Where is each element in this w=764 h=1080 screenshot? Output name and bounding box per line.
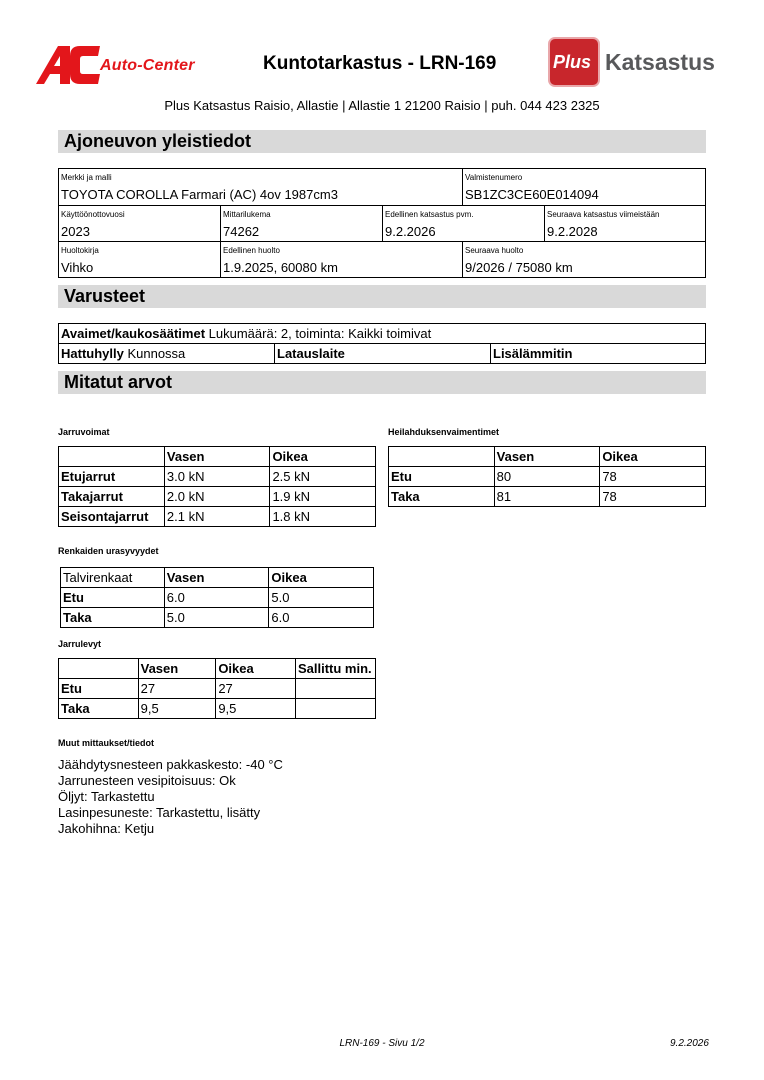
left-value: 80 (494, 467, 600, 487)
first-use-value: 2023 (61, 224, 90, 239)
right-value: 78 (600, 467, 706, 487)
hat-shelf-cell (59, 344, 275, 363)
tires-title: Renkaiden urasyvyydet (58, 546, 159, 556)
table-row (59, 487, 376, 507)
section-equipment-bar (58, 285, 706, 308)
table-row (59, 467, 376, 487)
min-value (295, 679, 375, 699)
row-label: Etu (59, 679, 139, 699)
right-value: 1.9 kN (270, 487, 376, 507)
keys-label: Avaimet/kaukosäätimet (61, 326, 206, 341)
service-book-cell (59, 242, 221, 277)
prev-service-cell (221, 242, 463, 277)
corner-cell (59, 659, 139, 679)
column-header: Vasen (164, 568, 269, 588)
table-row (389, 467, 706, 487)
column-header: Oikea (600, 447, 706, 467)
make-model-label: Merkki ja malli (61, 173, 112, 182)
next-inspection-label: Seuraava katsastus viimeistään (547, 210, 660, 219)
left-value: 27 (138, 679, 216, 699)
corner-cell (389, 447, 495, 467)
plus-badge-text: Plus (553, 52, 592, 72)
vin-cell (463, 169, 705, 206)
right-value: 5.0 (269, 588, 374, 608)
left-value: 9,5 (138, 699, 216, 719)
column-header: Oikea (270, 447, 376, 467)
brakes-title: Jarruvoimat (58, 427, 110, 437)
right-value: 27 (216, 679, 296, 699)
make-model-value: TOYOTA COROLLA Farmari (AC) 4ov 1987cm3 (61, 187, 338, 202)
table-row (59, 507, 376, 527)
next-service-value: 9/2026 / 75080 km (465, 260, 573, 275)
tires-table (60, 567, 374, 628)
odometer-value: 74262 (223, 224, 260, 239)
misc-line: Jarrunesteen vesipitoisuus: Ok (58, 773, 236, 788)
table-header-row (61, 568, 374, 588)
first-use-cell (59, 206, 221, 242)
corner-cell (59, 447, 165, 467)
column-header: Vasen (138, 659, 216, 679)
table-header-row (389, 447, 706, 467)
row-label: Taka (389, 487, 495, 507)
odometer-label: Mittarilukema (223, 210, 271, 219)
misc-line: Öljyt: Tarkastettu (58, 789, 155, 804)
charger-cell (275, 344, 491, 363)
shocks-title: Heilahduksenvaimentimet (388, 427, 500, 437)
table-header-row (59, 447, 376, 467)
right-value: 2.5 kN (270, 467, 376, 487)
service-book-value: Vihko (61, 260, 94, 275)
hat-shelf-value: Kunnossa (127, 346, 186, 361)
section-general-title: Ajoneuvon yleistiedot (64, 131, 252, 151)
table-header-row (59, 659, 376, 679)
service-book-label: Huoltokirja (61, 246, 99, 255)
right-value: 1.8 kN (270, 507, 376, 527)
katsastus-wordmark: Katsastus (605, 49, 715, 75)
ac-logo-icon (36, 44, 102, 86)
shocks-table (388, 446, 706, 507)
right-value: 78 (600, 487, 706, 507)
left-value: 6.0 (164, 588, 269, 608)
column-header: Vasen (494, 447, 600, 467)
prev-inspection-value: 9.2.2026 (385, 224, 436, 239)
document-title: Kuntotarkastus - LRN-169 (263, 53, 497, 74)
column-header: Oikea (216, 659, 296, 679)
left-value: 3.0 kN (164, 467, 270, 487)
column-header: Sallittu min. (295, 659, 375, 679)
misc-line: Jäähdytysnesteen pakkaskesto: -40 °C (58, 757, 283, 772)
section-measured-bar (58, 371, 706, 394)
next-service-cell (463, 242, 705, 277)
brakes-table (58, 446, 376, 527)
row-label: Seisontajarrut (59, 507, 165, 527)
tire-type-cell: Talvirenkaat (61, 568, 165, 588)
row-label: Takajarrut (59, 487, 165, 507)
column-header: Oikea (269, 568, 374, 588)
misc-title: Muut mittaukset/tiedot (58, 738, 154, 748)
hat-shelf-label: Hattuhylly (61, 346, 124, 361)
odometer-cell (221, 206, 383, 242)
auto-center-wordmark: Auto-Center (100, 57, 195, 74)
table-row (389, 487, 706, 507)
next-inspection-cell (545, 206, 705, 242)
contact-line: Plus Katsastus Raisio, Allastie | Allastie 1 21200 Raisio | puh. 044 423 2325 (164, 98, 600, 113)
min-value (295, 699, 375, 719)
section-general-bar (58, 130, 706, 153)
right-value: 9,5 (216, 699, 296, 719)
misc-list (58, 757, 283, 837)
prev-inspection-cell (383, 206, 545, 242)
row-label: Taka (61, 608, 165, 628)
misc-line: Jakohihna: Ketju (58, 821, 155, 836)
vin-value: SB1ZC3CE60E014094 (465, 187, 599, 202)
table-row (61, 588, 374, 608)
keys-value: Lukumäärä: 2, toiminta: Kaikki toimivat (208, 326, 432, 341)
row-label: Etujarrut (59, 467, 165, 487)
row-label: Taka (59, 699, 139, 719)
keys-row (59, 324, 705, 344)
prev-service-value: 1.9.2025, 60080 km (223, 260, 338, 275)
section-measured-title: Mitatut arvot (64, 372, 172, 392)
left-value: 2.1 kN (164, 507, 270, 527)
column-header: Vasen (164, 447, 270, 467)
prev-service-label: Edellinen huolto (223, 246, 280, 255)
table-row (61, 608, 374, 628)
make-model-cell (59, 169, 463, 206)
charger-label: Latauslaite (277, 346, 345, 361)
section-equipment-title: Varusteet (64, 286, 146, 306)
misc-line: Lasinpesuneste: Tarkastettu, lisätty (58, 805, 261, 820)
vehicle-info-grid (58, 168, 706, 278)
heater-label: Lisälämmitin (493, 346, 573, 361)
plus-katsastus-logo (548, 37, 730, 89)
auto-center-logo (36, 44, 222, 86)
first-use-label: Käyttöönottovuosi (61, 210, 125, 219)
prev-inspection-label: Edellinen katsastus pvm. (385, 210, 474, 219)
next-service-label: Seuraava huolto (465, 246, 524, 255)
row-label: Etu (61, 588, 165, 608)
plus-badge (548, 37, 600, 87)
heater-cell (491, 344, 705, 363)
vin-label: Valmistenumero (465, 173, 523, 182)
equipment-grid (58, 323, 706, 364)
table-row (59, 699, 376, 719)
page-number: LRN-169 - Sivu 1/2 (339, 1038, 425, 1049)
left-value: 81 (494, 487, 600, 507)
footer-date: 9.2.2026 (670, 1038, 709, 1049)
discs-title: Jarrulevyt (58, 639, 102, 649)
table-row (59, 679, 376, 699)
next-inspection-value: 9.2.2028 (547, 224, 598, 239)
left-value: 2.0 kN (164, 487, 270, 507)
discs-table (58, 658, 376, 719)
left-value: 5.0 (164, 608, 269, 628)
row-label: Etu (389, 467, 495, 487)
right-value: 6.0 (269, 608, 374, 628)
